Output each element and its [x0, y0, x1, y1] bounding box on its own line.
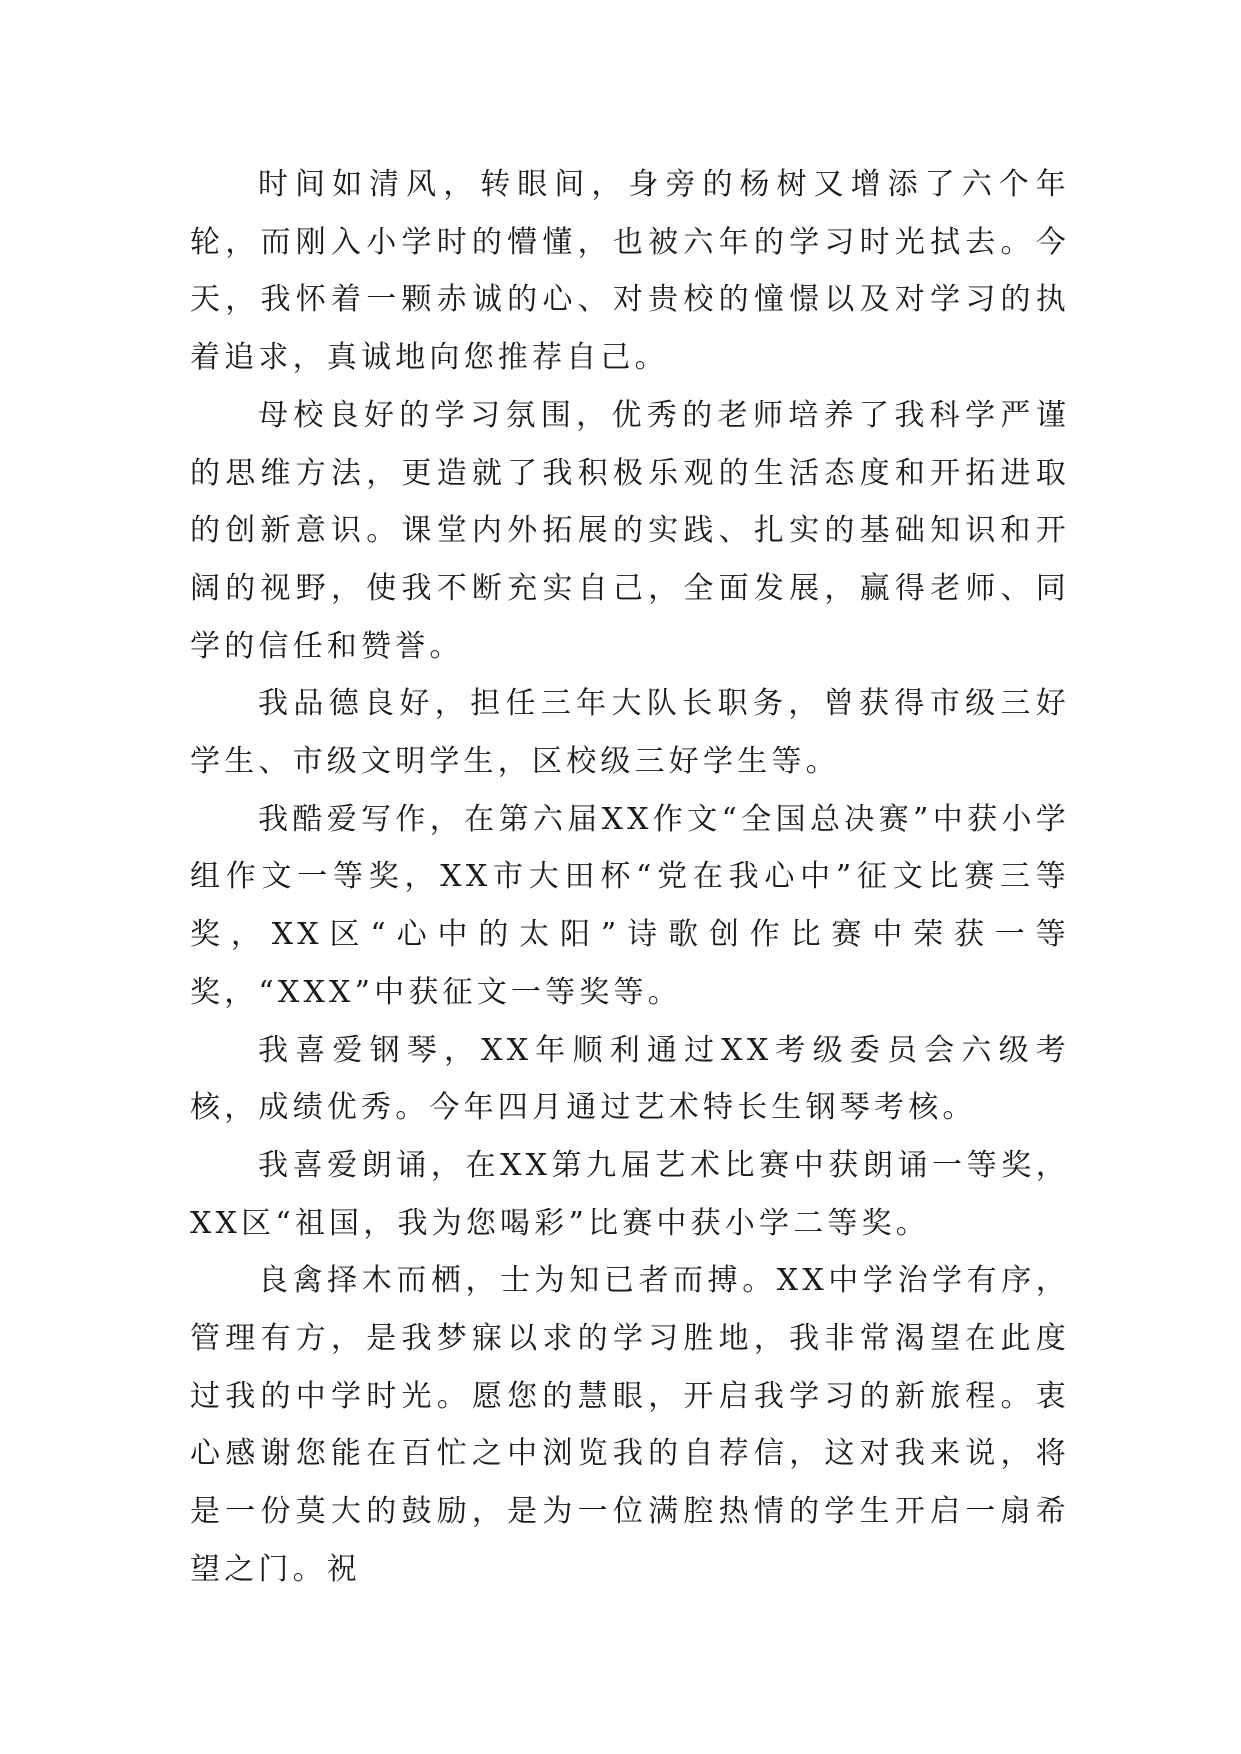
paragraph-3: 我品德良好，担任三年大队长职务，曾获得市级三好学生、市级文明学生，区校级三好学生等。: [190, 686, 1070, 780]
paragraph-6: 我喜爱朗诵，在XX第九届艺术比赛中获朗诵一等奖，XX区“祖国，我为您喝彩”比赛中获小学二等奖。: [190, 1147, 1070, 1241]
paragraph-7: 良禽择木而栖，士为知已者而搏。XX中学治学有序，管理有方，是我梦寐以求的学习胜地，我非常渴望在此度过我的中学时光。愿您的慧眼，开启我学习的新旅程。衷心感谢您能在百忙之中浏览我的自荐信，这对我来说，将是一份莫大的鼓励，是为一位满腔热情的学生开启一扇希望之门。祝: [190, 1263, 1070, 1587]
paragraph-5: 我喜爱钢琴，XX年顺利通过XX考级委员会六级考核，成绩优秀。今年四月通过艺术特长生钢琴考核。: [190, 1032, 1070, 1126]
paragraph-1: 时间如清风，转眼间，身旁的杨树又增添了六个年轮，而刚入小学时的懵懂，也被六年的学习时光拭去。今天，我怀着一颗赤诚的心、对贵校的憧憬以及对学习的执着追求，真诚地向您推荐自己。: [190, 167, 1070, 376]
paragraph-4: 我酷爱写作，在第六届XX作文“全国总决赛”中获小学组作文一等奖，XX市大田杯“党在我心中”征文比赛三等奖，XX区“心中的太阳”诗歌创作比赛中荣获一等奖，“XXX”中获征文一等奖等。: [190, 801, 1070, 1010]
letter-body: [190, 156, 1070, 1599]
paragraph-2: 母校良好的学习氛围，优秀的老师培养了我科学严谨的思维方法，更造就了我积极乐观的生活态度和开拓进取的创新意识。课堂内外拓展的实践、扎实的基础知识和开阔的视野，使我不断充实自己，全面发展，赢得老师、同学的信任和赞誉。: [190, 397, 1070, 664]
